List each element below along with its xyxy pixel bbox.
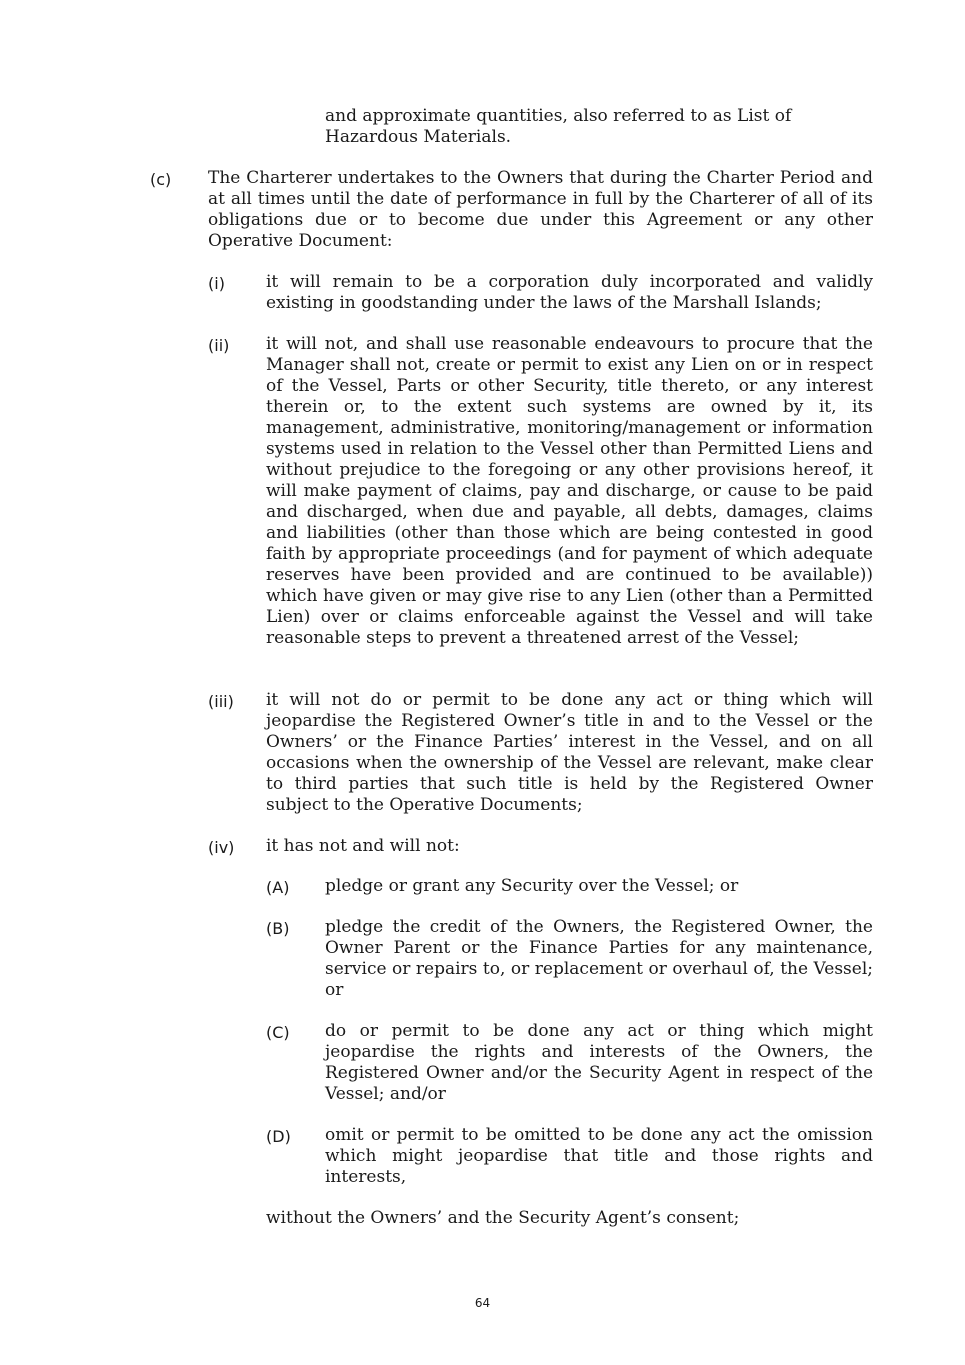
item-iii-text: it will not do or permit to be done any act or thing which will jeopardise the Registered Owner’s title in and to the Vessel or the Owners’ or the Finance Parties’ interest in the Vessel, and on all occasions when the ownership of the Vessel are relevant, make clear to third parties that such title is held by the Registered Owner subject to the Operative Documents;: [266, 690, 873, 815]
subitem-b-label: (B): [266, 919, 290, 938]
subitem-b-text: pledge the credit of the Owners, the Registered Owner, the Owner Parent or the Finance Parties for any maintenance, service or repairs to, or replacement or overhaul of, the Vessel; or: [325, 917, 873, 1000]
subitem-d-text: omit or permit to be omitted to be done any act the omission which might jeopardise that title and those rights and interests,: [325, 1125, 873, 1187]
item-i-label: (i): [208, 274, 225, 293]
clause-c-text: The Charterer undertakes to the Owners that during the Charter Period and at all times until the date of performance in full by the Charterer of all of its obligations due or to become due under this Agreement or any other Operative Document:: [208, 168, 873, 251]
subitem-a-label: (A): [266, 878, 290, 897]
closing-paragraph: without the Owners’ and the Security Agent’s consent;: [266, 1208, 740, 1228]
page-number: 64: [474, 1296, 491, 1310]
subitem-c-text: do or permit to be done any act or thing which might jeopardise the rights and interests of the Owners, the Registered Owner and/or the Security Agent in respect of the Vessel; and/or: [325, 1021, 873, 1104]
subitem-a-text: pledge or grant any Security over the Vessel; or: [325, 876, 739, 896]
subitem-c-label: (C): [266, 1023, 290, 1042]
continuation-paragraph: and approximate quantities, also referred to as List of Hazardous Materials.: [325, 106, 792, 147]
subitem-d-label: (D): [266, 1127, 291, 1146]
item-i-text: it will remain to be a corporation duly incorporated and validly existing in goodstanding under the laws of the Marshall Islands;: [266, 272, 873, 313]
item-ii-label: (ii): [208, 336, 230, 355]
item-iv-text: it has not and will not:: [266, 836, 460, 856]
clause-c-label: (c): [150, 170, 172, 189]
item-iv-label: (iv): [208, 838, 235, 857]
item-iii-label: (iii): [208, 692, 234, 711]
item-ii-text: it will not, and shall use reasonable endeavours to procure that the Manager shall not, create or permit to exist any Lien on or in respect of the Vessel, Parts or other Security, title thereto, or any interest therein or, to the extent such systems are owned by it, its management, administrative, monitoring/management or information systems used in relation to the Vessel other than Permitted Liens and without prejudice to the foregoing or any other provisions hereof, it will make payment of claims, pay and discharge, or cause to be paid and discharged, when due and payable, all debts, damages, claims and liabilities (other than those which are being contested in good faith by appropriate proceedings (and for payment of which adequate reserves have been provided and are continued to be available)) which have given or may give rise to any Lien (other than a Permitted Lien) over or claims enforceable against the Vessel and will take reasonable steps to prevent a threatened arrest of the Vessel;: [266, 334, 873, 648]
